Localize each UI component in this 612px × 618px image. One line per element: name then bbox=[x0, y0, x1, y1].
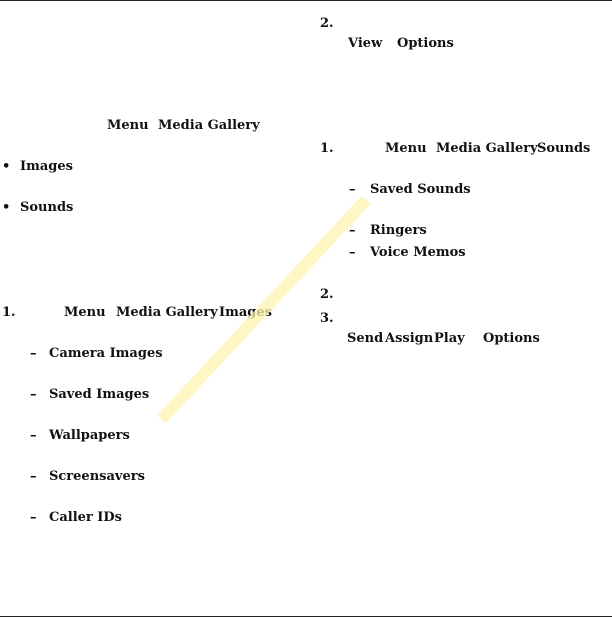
breadcrumb-menu: Menu bbox=[107, 118, 149, 133]
sub-item-screensavers: Screensavers bbox=[49, 469, 145, 484]
dash-marker: – bbox=[30, 428, 37, 443]
label-options: Options bbox=[397, 36, 454, 51]
step-number: 3. bbox=[320, 311, 334, 326]
label-view: View bbox=[348, 36, 383, 51]
path-images: Images bbox=[219, 305, 272, 320]
path-media-gallery: Media Gallery bbox=[436, 141, 538, 156]
sub-item-saved-sounds: Saved Sounds bbox=[370, 182, 471, 197]
bullet-images: Images bbox=[20, 159, 73, 174]
breadcrumb-media-gallery: Media Gallery bbox=[158, 118, 260, 133]
top-rule bbox=[0, 0, 612, 1]
bullet-sounds: Sounds bbox=[20, 200, 74, 215]
sub-item-ringers: Ringers bbox=[370, 223, 427, 238]
path-media-gallery: Media Gallery bbox=[116, 305, 218, 320]
bottom-rule bbox=[0, 616, 612, 617]
label-play: Play bbox=[434, 331, 465, 346]
bullet-marker: • bbox=[2, 200, 11, 215]
label-send: Send bbox=[347, 331, 384, 346]
path-menu: Menu bbox=[385, 141, 427, 156]
step-number: 1. bbox=[2, 305, 16, 320]
label-assign: Assign bbox=[385, 331, 434, 346]
path-menu: Menu bbox=[64, 305, 106, 320]
dash-marker: – bbox=[30, 469, 37, 484]
dash-marker: – bbox=[349, 223, 356, 238]
bullet-marker: • bbox=[2, 159, 11, 174]
sub-item-wallpapers: Wallpapers bbox=[49, 428, 130, 443]
step-number: 2. bbox=[320, 287, 334, 302]
sub-item-saved-images: Saved Images bbox=[49, 387, 150, 402]
label-options: Options bbox=[483, 331, 540, 346]
dash-marker: – bbox=[30, 510, 37, 525]
dash-marker: – bbox=[30, 387, 37, 402]
path-sounds: Sounds bbox=[537, 141, 591, 156]
sub-item-camera-images: Camera Images bbox=[49, 346, 163, 361]
sub-item-caller-ids: Caller IDs bbox=[49, 510, 122, 525]
sub-item-voice-memos: Voice Memos bbox=[370, 245, 466, 260]
dash-marker: – bbox=[30, 346, 37, 361]
dash-marker: – bbox=[349, 182, 356, 197]
step-number: 1. bbox=[320, 141, 334, 156]
dash-marker: – bbox=[349, 245, 356, 260]
step-number: 2. bbox=[320, 16, 334, 31]
